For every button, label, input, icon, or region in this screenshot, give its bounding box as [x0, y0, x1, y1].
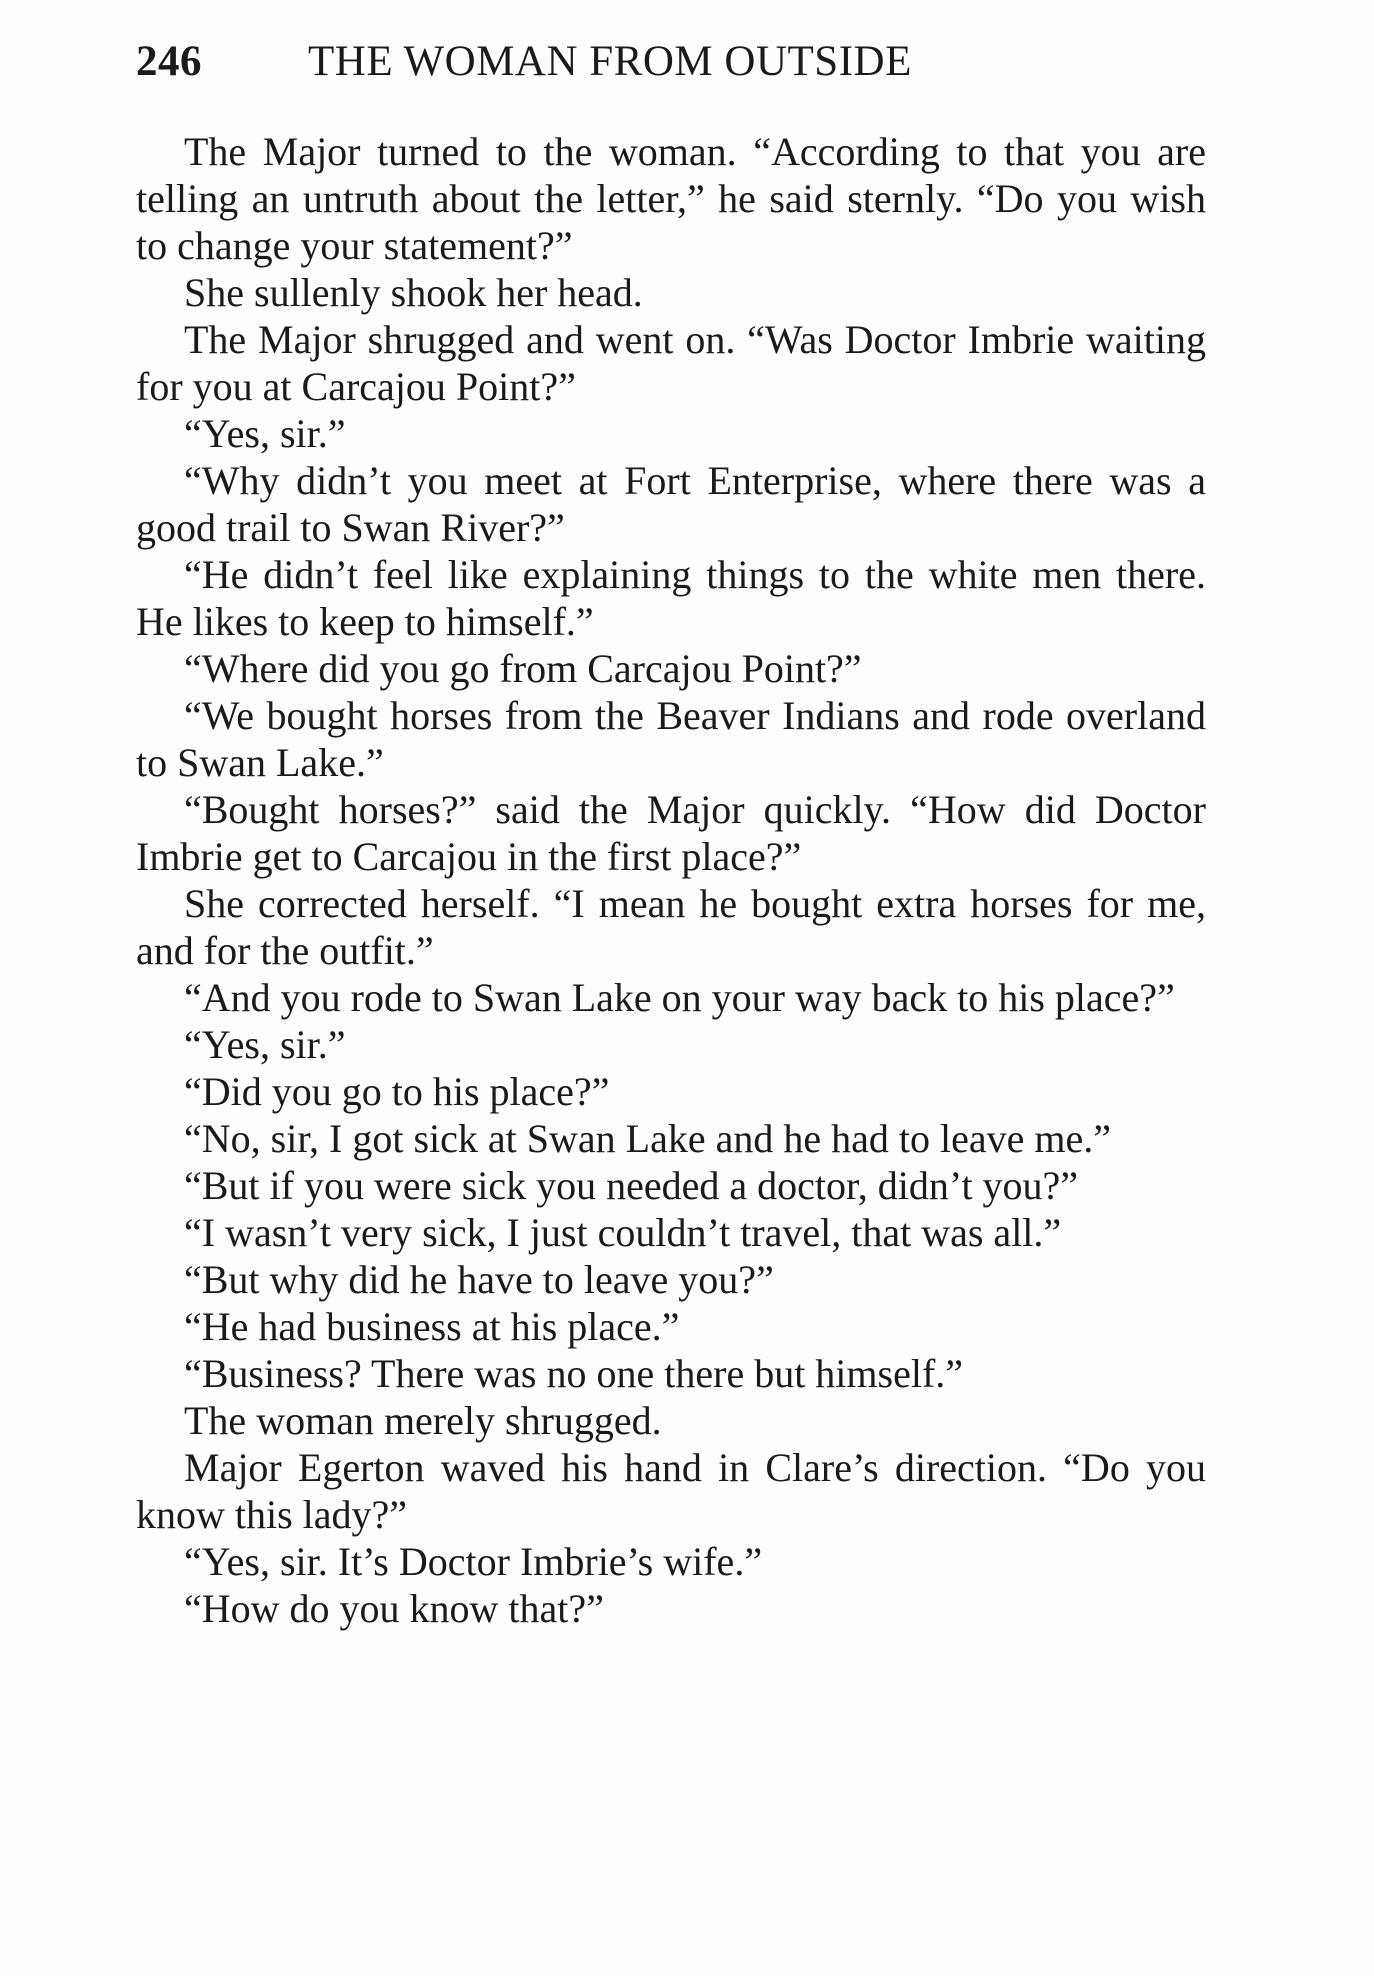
paragraph: “No, sir, I got sick at Swan Lake and he had to leave me.”: [184, 1116, 1111, 1161]
running-head: [136, 34, 1206, 90]
paragraph: “Where did you go from Carcajou Point?”: [184, 646, 862, 691]
paragraph: “Why didn’t you meet at Fort Enterprise, where there was a good trail to Swan River?”: [136, 458, 1206, 550]
paragraph: “Bought horses?” said the Major quickly. “How did Doctor Imbrie get to Carcajou in the first place?”: [136, 787, 1206, 879]
paragraph: “But why did he have to leave you?”: [184, 1257, 774, 1302]
paragraph: “We bought horses from the Beaver Indians and rode overland to Swan Lake.”: [136, 693, 1206, 785]
paragraph: “He had business at his place.”: [184, 1304, 680, 1349]
paragraph: “And you rode to Swan Lake on your way back to his place?”: [184, 975, 1175, 1020]
paragraph: “But if you were sick you needed a doctor, didn’t you?”: [184, 1163, 1079, 1208]
paragraph: “Yes, sir. It’s Doctor Imbrie’s wife.”: [184, 1539, 763, 1584]
paragraph: She corrected herself. “I mean he bought extra horses for me, and for the outfit.”: [136, 881, 1206, 973]
paragraph: “How do you know that?”: [184, 1586, 604, 1631]
paragraph: Major Egerton waved his hand in Clare’s direction. “Do you know this lady?”: [136, 1445, 1206, 1537]
paragraph: “Yes, sir.”: [184, 411, 346, 456]
paragraph: She sullenly shook her head.: [184, 270, 643, 315]
body-text: [136, 128, 1206, 1632]
paragraph: “Did you go to his place?”: [184, 1069, 610, 1114]
running-title: THE WOMAN FROM OUTSIDE: [308, 38, 912, 85]
paragraph: The Major turned to the woman. “According to that you are telling an untruth about the letter,” he said sternly. “Do you wish to change your statement?”: [136, 129, 1206, 268]
paragraph: The woman merely shrugged.: [184, 1398, 662, 1443]
paragraph: “He didn’t feel like explaining things to the white men there. He likes to keep to himself.”: [136, 552, 1206, 644]
paragraph: “Business? There was no one there but himself.”: [184, 1351, 964, 1396]
page-number: 246: [136, 38, 202, 85]
paragraph: The Major shrugged and went on. “Was Doctor Imbrie waiting for you at Carcajou Point?”: [136, 317, 1206, 409]
paragraph: “I wasn’t very sick, I just couldn’t travel, that was all.”: [184, 1210, 1062, 1255]
paragraph: “Yes, sir.”: [184, 1022, 346, 1067]
